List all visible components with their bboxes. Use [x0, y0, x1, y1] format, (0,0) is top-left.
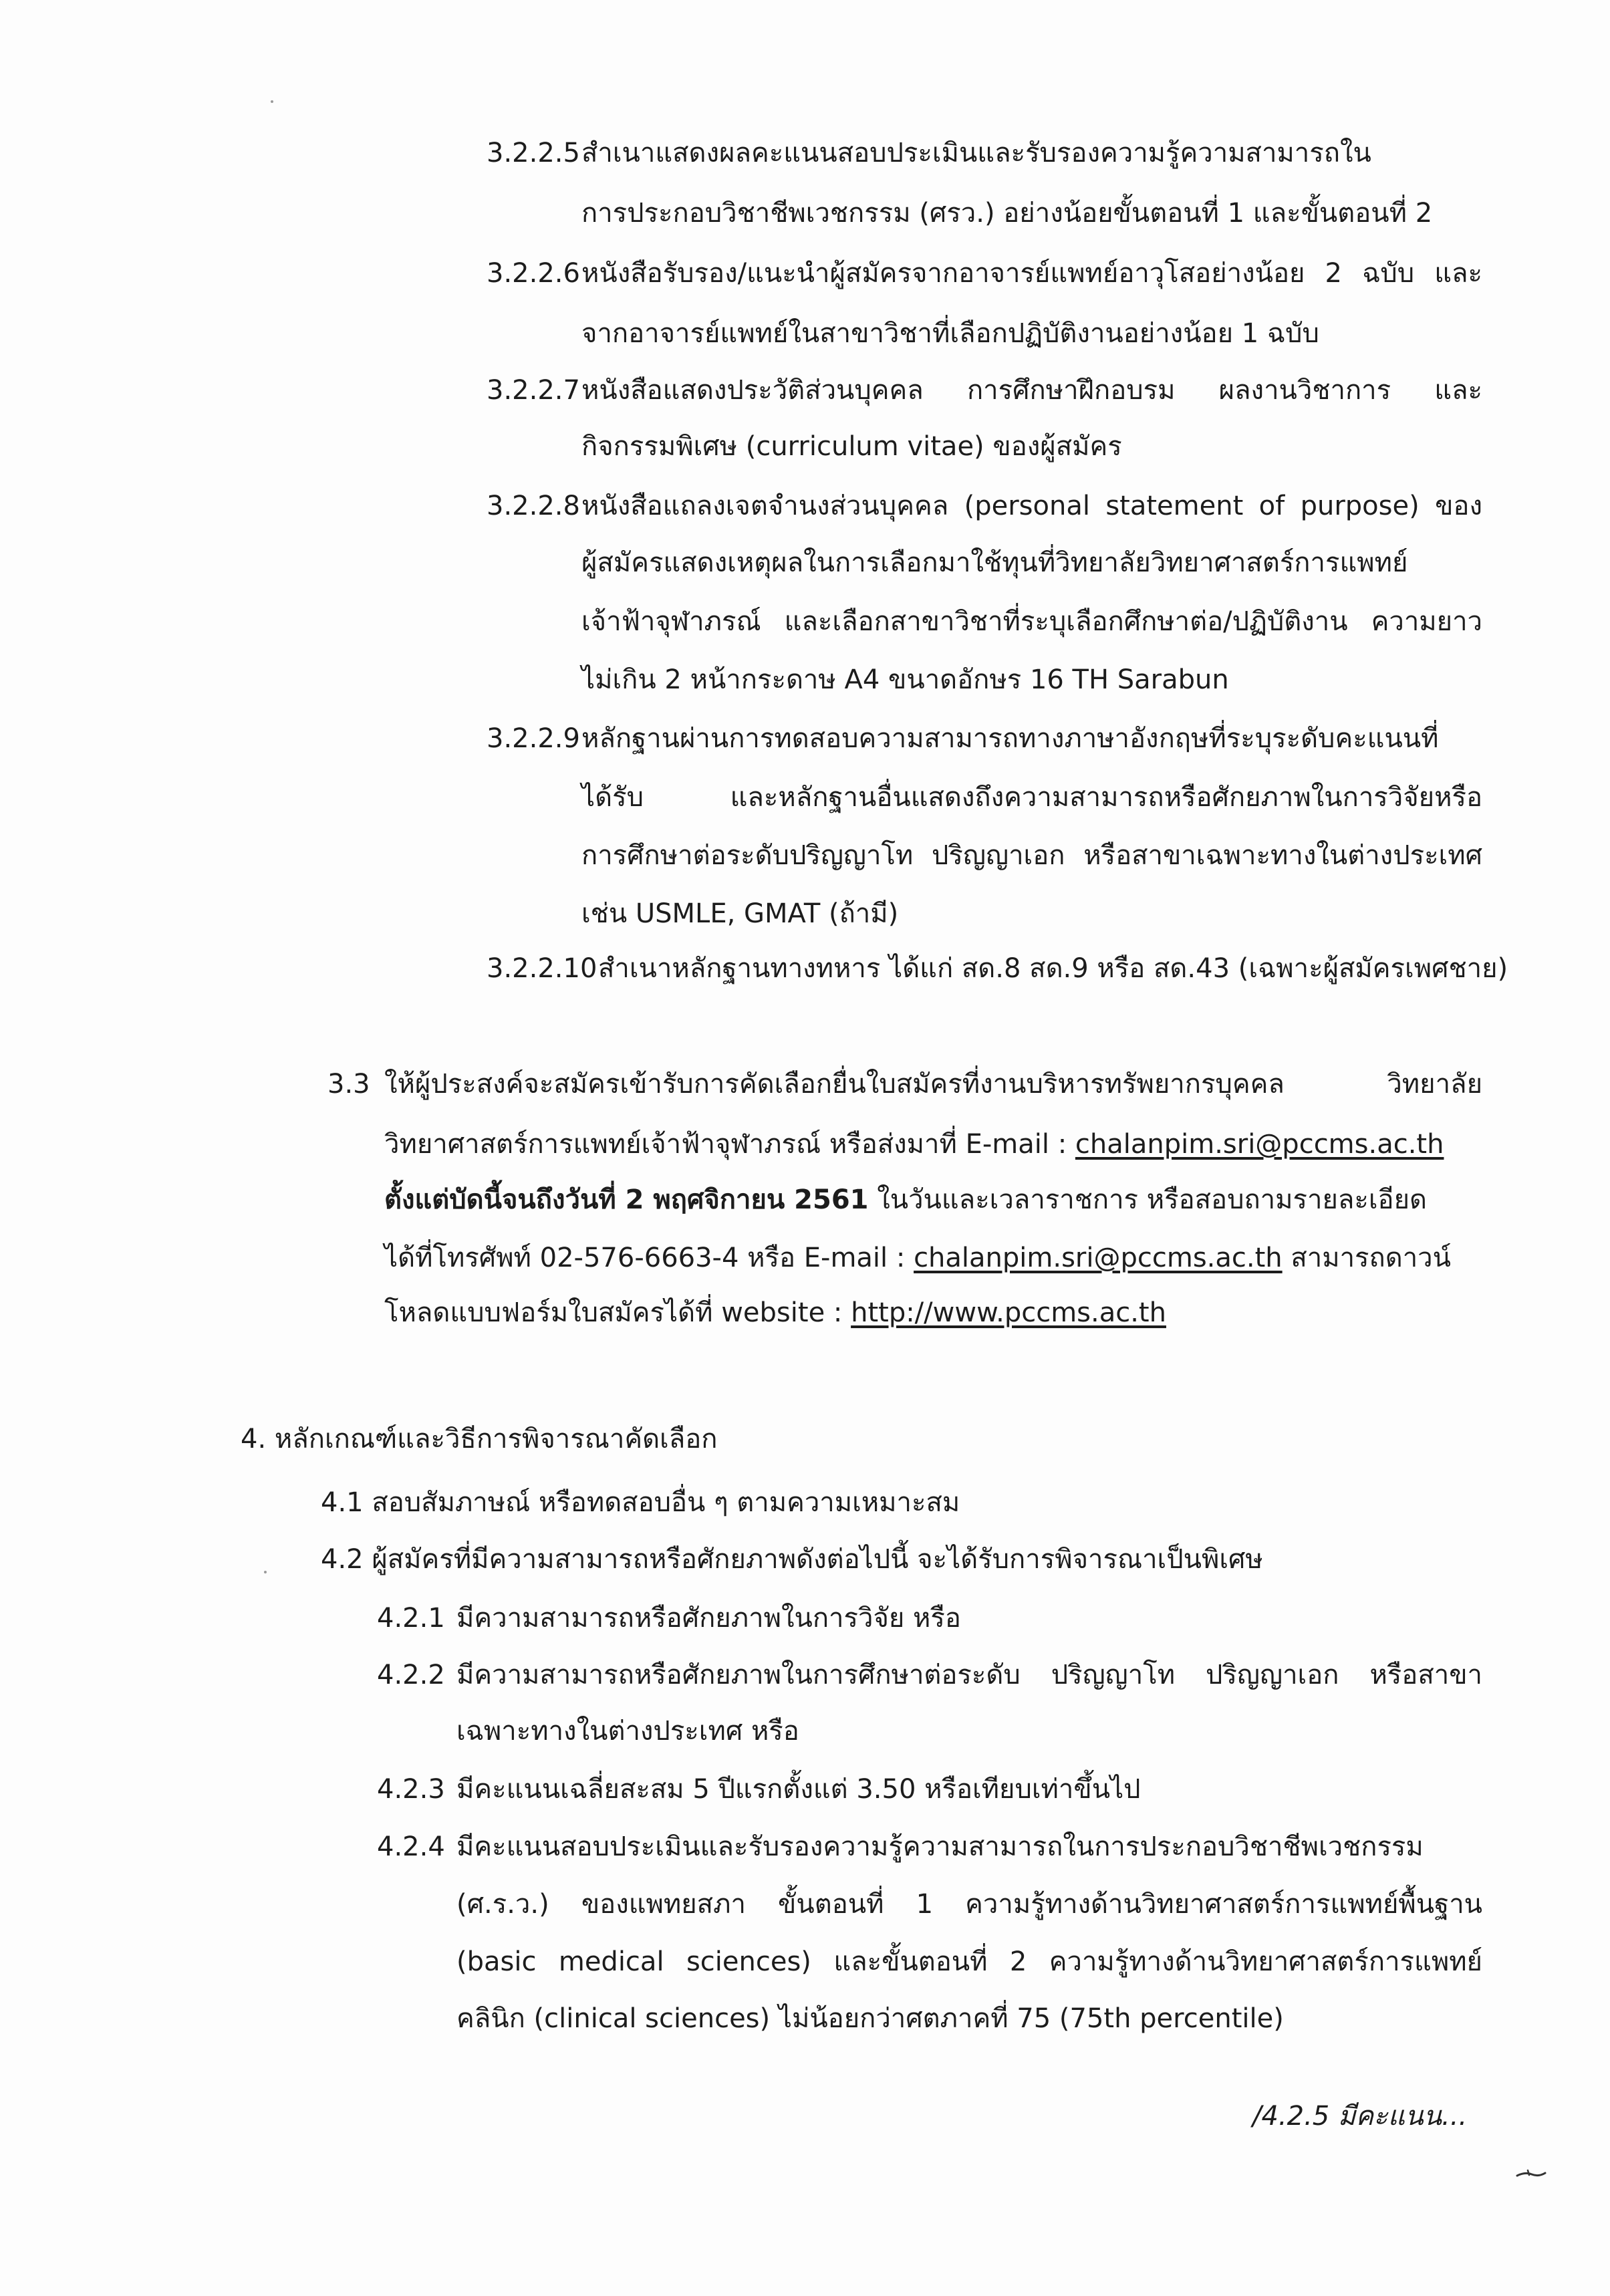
item-3-3-line-5: [384, 1293, 1166, 1333]
item-3-3-line-4: [384, 1238, 1451, 1278]
item-3-2-2-7-line-1: หนังสือแสดงประวัติส่วนบุคคล การศึกษาฝึกอบรม ผลงานวิชาการ และ: [581, 375, 1482, 406]
item-3-2-2-5-line-1: สำเนาแสดงผลคะแนนสอบประเมินและรับรองความรู้ความสามารถใน: [581, 138, 1371, 168]
item-4-2-4-number: 4.2.4: [377, 1831, 445, 1862]
item-3-2-2-5-number: 3.2.2.5: [487, 138, 580, 168]
item-3-3-number: 3.3: [327, 1069, 370, 1100]
item-3-2-2-9-number: 3.2.2.9: [487, 723, 580, 754]
pen-mark-icon: [1516, 2169, 1547, 2178]
item-3-2-2-7-line-2: กิจกรรมพิเศษ (curriculum vitae) ของผู้สมัคร: [581, 431, 1122, 462]
item-3-2-2-8-number: 3.2.2.8: [487, 491, 580, 521]
item-3-2-2-8-line-2: ผู้สมัครแสดงเหตุผลในการเลือกมาใช้ทุนที่วิทยาลัยวิทยาศาสตร์การแพทย์: [581, 547, 1408, 578]
page-continuation-marker: /4.2.5 มีคะแนน...: [1252, 2101, 1468, 2132]
item-3-2-2-10-line-1: สำเนาหลักฐานทางทหาร ได้แก่ สด.8 สด.9 หรือ สด.43 (เฉพาะผู้สมัครเพศชาย): [598, 953, 1508, 984]
item-3-3-line-2: [384, 1124, 1444, 1164]
website-link[interactable]: http://www.pccms.ac.th: [851, 1297, 1166, 1328]
item-3-3-line-4-pre: ได้ที่โทรศัพท์ 02-576-6663-4 หรือ E-mail :: [384, 1243, 914, 1273]
item-3-3-line-2-text: วิทยาศาสตร์การแพทย์เจ้าฟ้าจุฬาภรณ์ หรือส่งมาที่ E-mail :: [384, 1129, 1075, 1160]
section-4-heading: 4. หลักเกณฑ์และวิธีการพิจารณาคัดเลือก: [241, 1424, 718, 1454]
item-3-3-line-1: ให้ผู้ประสงค์จะสมัครเข้ารับการคัดเลือกยื่นใบสมัครที่งานบริหารทรัพยากรบุคคล วิทยาลัย: [384, 1069, 1482, 1100]
item-4-2-4-line-2: (ศ.ร.ว.) ของแพทยสภา ขั้นตอนที่ 1 ความรู้ทางด้านวิทยาศาสตร์การแพทย์พื้นฐาน: [456, 1889, 1482, 1920]
item-3-2-2-10-number: 3.2.2.10: [487, 953, 597, 984]
item-3-2-2-8-line-1: หนังสือแถลงเจตจำนงส่วนบุคคล (personal statement of purpose) ของ: [581, 491, 1482, 521]
item-3-2-2-8-line-4: ไม่เกิน 2 หน้ากระดาษ A4 ขนาดอักษร 16 TH Sarabun: [581, 664, 1229, 695]
item-4-2-4-line-4: คลินิก (clinical sciences) ไม่น้อยกว่าศตภาคที่ 75 (75th percentile): [456, 2003, 1284, 2034]
item-4-2-3-number: 4.2.3: [377, 1774, 445, 1805]
item-4-2-2-number: 4.2.2: [377, 1660, 445, 1690]
item-3-2-2-8-line-3: เจ้าฟ้าจุฬาภรณ์ และเลือกสาขาวิชาที่ระบุเลือกศึกษาต่อ/ปฏิบัติงาน ความยาว: [581, 606, 1482, 637]
item-4-1: 4.1 สอบสัมภาษณ์ หรือทดสอบอื่น ๆ ตามความเหมาะสม: [321, 1487, 960, 1518]
item-3-2-2-6-line-1: หนังสือรับรอง/แนะนำผู้สมัครจากอาจารย์แพทย์อาวุโสอย่างน้อย 2 ฉบับ และ: [581, 258, 1482, 289]
item-4-2-2-line-2: เฉพาะทางในต่างประเทศ หรือ: [456, 1716, 799, 1747]
item-4-2-4-line-3: (basic medical sciences) และขั้นตอนที่ 2 ความรู้ทางด้านวิทยาศาสตร์การแพทย์: [456, 1946, 1482, 1977]
item-4-2-3-line-1: มีคะแนนเฉลี่ยสะสม 5 ปีแรกตั้งแต่ 3.50 หรือเทียบเท่าขึ้นไป: [456, 1774, 1141, 1805]
scan-speck: [264, 1571, 267, 1573]
item-3-2-2-6-line-2: จากอาจารย์แพทย์ในสาขาวิชาที่เลือกปฏิบัติงานอย่างน้อย 1 ฉบับ: [581, 318, 1319, 349]
item-3-2-2-9-line-2: ได้รับ และหลักฐานอื่นแสดงถึงความสามารถหรือศักยภาพในการวิจัยหรือ: [581, 782, 1482, 813]
item-3-2-2-6-number: 3.2.2.6: [487, 258, 580, 289]
scan-speck: [271, 100, 273, 103]
item-3-3-line-3: [384, 1180, 1427, 1220]
item-4-2-2-line-1: มีความสามารถหรือศักยภาพในการศึกษาต่อระดับ ปริญญาโท ปริญญาเอก หรือสาขา: [456, 1660, 1482, 1690]
item-3-2-2-7-number: 3.2.2.7: [487, 375, 580, 406]
item-3-3-line-5-pre: โหลดแบบฟอร์มใบสมัครได้ที่ website :: [384, 1297, 851, 1328]
item-3-2-2-5-line-2: การประกอบวิชาชีพเวชกรรม (ศรว.) อย่างน้อยขั้นตอนที่ 1 และขั้นตอนที่ 2: [581, 198, 1433, 229]
email-link[interactable]: chalanpim.sri@pccms.ac.th: [1075, 1129, 1444, 1160]
item-3-3-line-4-post: สามารถดาวน์: [1282, 1243, 1451, 1273]
item-3-3-line-3-rest: ในวันและเวลาราชการ หรือสอบถามรายละเอียด: [868, 1184, 1427, 1215]
item-3-2-2-9-line-1: หลักฐานผ่านการทดสอบความสามารถทางภาษาอังกฤษที่ระบุระดับคะแนนที่: [581, 723, 1439, 754]
item-4-2-1-number: 4.2.1: [377, 1603, 445, 1634]
email-link-2[interactable]: chalanpim.sri@pccms.ac.th: [914, 1243, 1283, 1273]
item-4-2-4-line-1: มีคะแนนสอบประเมินและรับรองความรู้ความสามารถในการประกอบวิชาชีพเวชกรรม: [456, 1831, 1424, 1862]
item-3-2-2-9-line-4: เช่น USMLE, GMAT (ถ้ามี): [581, 898, 899, 929]
item-4-2: 4.2 ผู้สมัครที่มีความสามารถหรือศักยภาพดังต่อไปนี้ จะได้รับการพิจารณาเป็นพิเศษ: [321, 1544, 1263, 1575]
deadline-text: ตั้งแต่บัดนี้จนถึงวันที่ 2 พฤศจิกายน 2561: [384, 1184, 869, 1215]
item-4-2-1-line-1: มีความสามารถหรือศักยภาพในการวิจัย หรือ: [456, 1603, 961, 1634]
item-3-2-2-9-line-3: การศึกษาต่อระดับปริญญาโท ปริญญาเอก หรือสาขาเฉพาะทางในต่างประเทศ: [581, 840, 1482, 871]
